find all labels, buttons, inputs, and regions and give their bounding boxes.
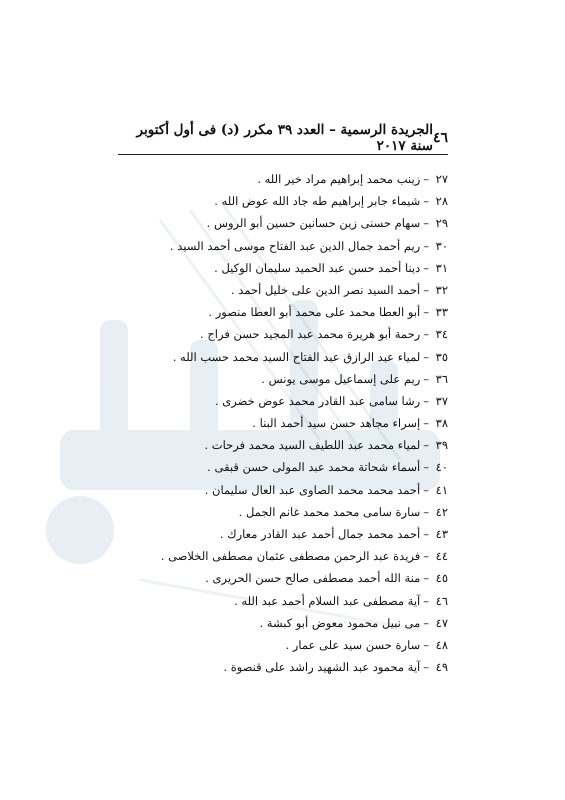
list-item: ٤١–أحمد محمد محمد الصاوى عبد العال سليمان . bbox=[150, 479, 448, 501]
entry-name: سارة حسن سيد على عمار . bbox=[285, 637, 421, 652]
entry-number: ٣٤ bbox=[435, 327, 448, 342]
entry-name: مى نبيل محمود معوض أبو كبشة . bbox=[259, 615, 421, 630]
entry-name: لمياء محمد عبد اللطيف السيد محمد فرحات . bbox=[204, 438, 421, 453]
entry-name: آية محمود عبد الشهيد راشد على قنصوة . bbox=[223, 660, 421, 675]
list-item: ٣٨–إسراء مجاهد حسن سيد أحمد البنا . bbox=[150, 412, 448, 434]
list-item: ٣٩–لمياء محمد عبد اللطيف السيد محمد فرحات . bbox=[150, 434, 448, 456]
entry-name: رحمة أبو هريرة محمد عبد المجيد حسن فراج . bbox=[200, 327, 421, 342]
entry-name: زينب محمد إبراهيم مراد خير الله . bbox=[257, 172, 421, 186]
entry-number: ٣٣ bbox=[435, 305, 448, 320]
entry-name: منة الله أحمد مصطفى صالح حسن الحريرى . bbox=[205, 571, 421, 586]
entry-name: دينا أحمد حسن عبد الحميد سليمان الوكيل . bbox=[214, 260, 421, 275]
list-item: ٣٠–ريم أحمد جمال الدين عبد الفتاح موسى أحمد السيد . bbox=[150, 235, 448, 257]
list-item: ٤٣–أحمد محمد جمال أحمد عبد القادر معارك . bbox=[150, 523, 448, 545]
entry-name: فريدة عبد الرحمن مصطفى عثمان مصطفى الخلاصى . bbox=[160, 549, 421, 564]
list-item: ٤٨–سارة حسن سيد على عمار . bbox=[150, 634, 448, 656]
list-item: ٣٤–رحمة أبو هريرة محمد عبد المجيد حسن فراج . bbox=[150, 323, 448, 345]
entry-name: أحمد محمد جمال أحمد عبد القادر معارك . bbox=[219, 527, 421, 541]
list-item: ٢٧–زينب محمد إبراهيم مراد خير الله . bbox=[150, 168, 448, 190]
entry-name: ريم أحمد جمال الدين عبد الفتاح موسى أحمد السيد . bbox=[169, 238, 421, 253]
list-item: ٣٣–أبو العطا محمد على محمد أبو العطا منصور . bbox=[150, 301, 448, 323]
entry-number: ٣٧ bbox=[435, 393, 448, 408]
list-item: ٤٥–منة الله أحمد مصطفى صالح حسن الحريرى . bbox=[150, 567, 448, 589]
gazette-issue-title: الجريدة الرسمية – العدد ٣٩ مكرر (د) فى أول أكتوبر سنة ٢٠١٧ bbox=[136, 122, 433, 154]
entry-name: رشا سامى عبد القادر محمد عوض خضرى . bbox=[214, 393, 421, 408]
entry-number: ٢٩ bbox=[435, 216, 448, 231]
entry-number: ٤٨ bbox=[435, 637, 448, 652]
page-number: ٤٦ bbox=[432, 130, 448, 146]
entry-name: إسراء مجاهد حسن سيد أحمد البنا . bbox=[252, 416, 421, 431]
list-item: ٤٦–آية مصطفى عبد السلام أحمد عبد الله . bbox=[150, 590, 448, 612]
entry-name: سهام حسنى زين حسانين حسين أبو الروس . bbox=[206, 216, 421, 231]
entry-number: ٤٧ bbox=[435, 615, 448, 630]
entry-number: ٤٣ bbox=[435, 527, 448, 541]
entry-name: آية مصطفى عبد السلام أحمد عبد الله . bbox=[234, 593, 421, 608]
entry-name: شيماء جابر إبراهيم طه جاد الله عوض الله . bbox=[214, 194, 421, 209]
list-item: ٤٢–سارة سامى محمد محمد غانم الجمل . bbox=[150, 501, 448, 523]
entry-name: أحمد السيد نصر الدين على خليل أحمد . bbox=[231, 282, 421, 297]
list-item: ٣٧–رشا سامى عبد القادر محمد عوض خضرى . bbox=[150, 390, 448, 412]
list-item: ٣٥–لمياء عبد الرازق عبد الفتاح السيد محمد حسب الله . bbox=[150, 346, 448, 368]
entry-number: ٣٢ bbox=[435, 282, 448, 297]
names-list bbox=[150, 168, 448, 678]
entry-number: ٤٤ bbox=[435, 549, 448, 564]
entry-number: ٣٠ bbox=[435, 238, 448, 253]
page-header bbox=[118, 122, 448, 154]
entry-name: سارة سامى محمد محمد غانم الجمل . bbox=[238, 504, 421, 519]
entry-number: ٤٠ bbox=[435, 460, 448, 475]
entry-number: ٢٧ bbox=[435, 172, 448, 186]
entry-name: لمياء عبد الرازق عبد الفتاح السيد محمد حسب الله . bbox=[172, 349, 421, 364]
list-item: ٣٢–أحمد السيد نصر الدين على خليل أحمد . bbox=[150, 279, 448, 301]
entry-number: ٤٩ bbox=[435, 660, 448, 675]
entry-number: ٤٢ bbox=[435, 504, 448, 519]
list-item: ٣١–دينا أحمد حسن عبد الحميد سليمان الوكيل . bbox=[150, 257, 448, 279]
list-item: ٢٨–شيماء جابر إبراهيم طه جاد الله عوض الله . bbox=[150, 190, 448, 212]
entry-name: أبو العطا محمد على محمد أبو العطا منصور . bbox=[208, 305, 421, 320]
list-item: ٤٧–مى نبيل محمود معوض أبو كبشة . bbox=[150, 612, 448, 634]
entry-name: أحمد محمد محمد الصاوى عبد العال سليمان . bbox=[204, 482, 421, 497]
list-item: ٤٩–آية محمود عبد الشهيد راشد على قنصوة . bbox=[150, 656, 448, 678]
entry-name: ريم على إسماعيل موسى يونس . bbox=[261, 371, 421, 386]
entry-name: أسماء شحاتة محمد عبد المولى حسن قبقى . bbox=[207, 460, 421, 475]
list-item: ٤٠–أسماء شحاتة محمد عبد المولى حسن قبقى . bbox=[150, 456, 448, 478]
entry-number: ٢٨ bbox=[435, 194, 448, 209]
list-item: ٤٤–فريدة عبد الرحمن مصطفى عثمان مصطفى الخلاصى . bbox=[150, 545, 448, 567]
list-item: ٣٦–ريم على إسماعيل موسى يونس . bbox=[150, 368, 448, 390]
entry-number: ٣٥ bbox=[435, 349, 448, 364]
entry-number: ٤١ bbox=[435, 482, 448, 497]
entry-number: ٣٦ bbox=[435, 371, 448, 386]
entry-number: ٣٨ bbox=[435, 416, 448, 431]
entry-number: ٣٩ bbox=[435, 438, 448, 453]
entry-number: ٣١ bbox=[435, 260, 448, 275]
list-item: ٢٩–سهام حسنى زين حسانين حسين أبو الروس . bbox=[150, 212, 448, 234]
entry-number: ٤٥ bbox=[435, 571, 448, 586]
entry-number: ٤٦ bbox=[435, 593, 448, 608]
header-divider bbox=[118, 154, 448, 155]
